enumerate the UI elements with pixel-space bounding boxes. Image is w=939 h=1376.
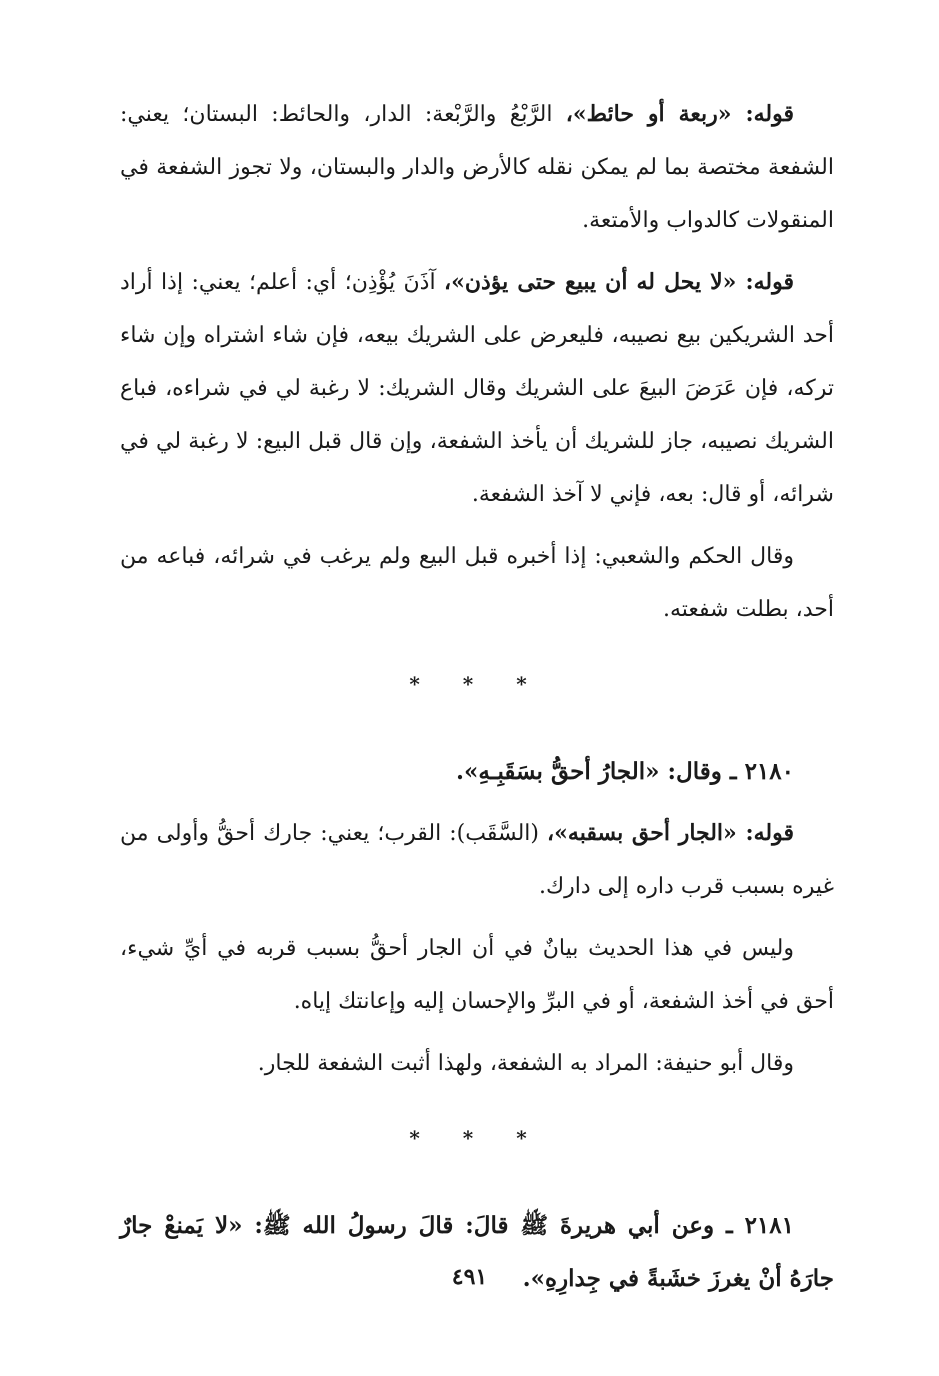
section-separator: * * * xyxy=(409,1126,545,1150)
paragraph-abu-hanifa xyxy=(120,1037,834,1090)
paragraph-rabaa xyxy=(120,88,834,247)
paragraph-text: وقال أبو حنيفة: المراد به الشفعة، ولهذا أثبت الشفعة للجار. xyxy=(257,1051,794,1076)
paragraph-text: وليس في هذا الحديث بيانٌ في أن الجار أحقُّ بسبب قربه في أيِّ شيء، أحق في أخذ الشفعة، أو في البرِّ والإحسان إليه وإعانتك إياه. xyxy=(120,936,834,1014)
quote-lead: قوله: «لا يحل له أن يبيع حتى يؤذن»، xyxy=(444,269,794,295)
page-number: ٤٩١ xyxy=(451,1264,488,1290)
paragraph-bayan xyxy=(120,922,834,1028)
page-body xyxy=(120,88,834,1314)
quote-lead: قوله: «ربعة أو حائط»، xyxy=(565,101,794,127)
paragraph-hakam xyxy=(120,530,834,636)
hadith-2180: ٢١٨٠ ـ وقال: «الجارُ أحقُّ بسَقَبِـهِ». xyxy=(456,758,794,785)
paragraph-text: الرَّبْعُ والرَّبْعة: الدار، والحائط: البستان؛ يعني: الشفعة مختصة بما لم يمكن نقله كالأرض والدار والبستان، ولا تجوز الشفعة في المنقولات كالدواب والأمتعة. xyxy=(120,102,834,233)
paragraph-text: وقال الحكم والشعبي: إذا أخبره قبل البيع ولم يرغب في شرائه، فباعه من أحد، بطلت شفعته. xyxy=(120,544,834,622)
section-separator: * * * xyxy=(409,672,545,696)
paragraph-saqab xyxy=(120,807,834,913)
quote-lead: قوله: «الجار أحق بسقبه»، xyxy=(547,820,795,846)
paragraph-yuthan xyxy=(120,256,834,521)
paragraph-text: آذَنَ يُؤْذِن؛ أي: أعلم؛ يعني: إذا أراد أحد الشريكين بيع نصيبه، فليعرض على الشريك بيعه، فإن شاء اشتراه وإن شاء تركه، فإن عَرَضَ البيعَ على الشريك وقال الشريك: لا رغبة لي في شراءه، فباع الشريك نصيبه، جاز للشريك أن يأخذ الشفعة، وإن قال قبل البيع: لا رغبة لي في شرائه، أو قال: بعه، فإني لا آخذ الشفعة. xyxy=(120,270,834,507)
hadith-2181: ٢١٨١ ـ وعن أبي هريرةَ ﷺ قالَ: قالَ رسولُ الله ﷺ: «لا يَمنعْ جارٌ جارَهُ أنْ يغرزَ خشَبةً في جِدارِهِ». xyxy=(120,1212,834,1292)
paragraph-text: (السَّقَب): القرب؛ يعني: جارك أحقُّ وأولى من غيره بسبب قرب داره إلى دارك. xyxy=(120,821,834,899)
